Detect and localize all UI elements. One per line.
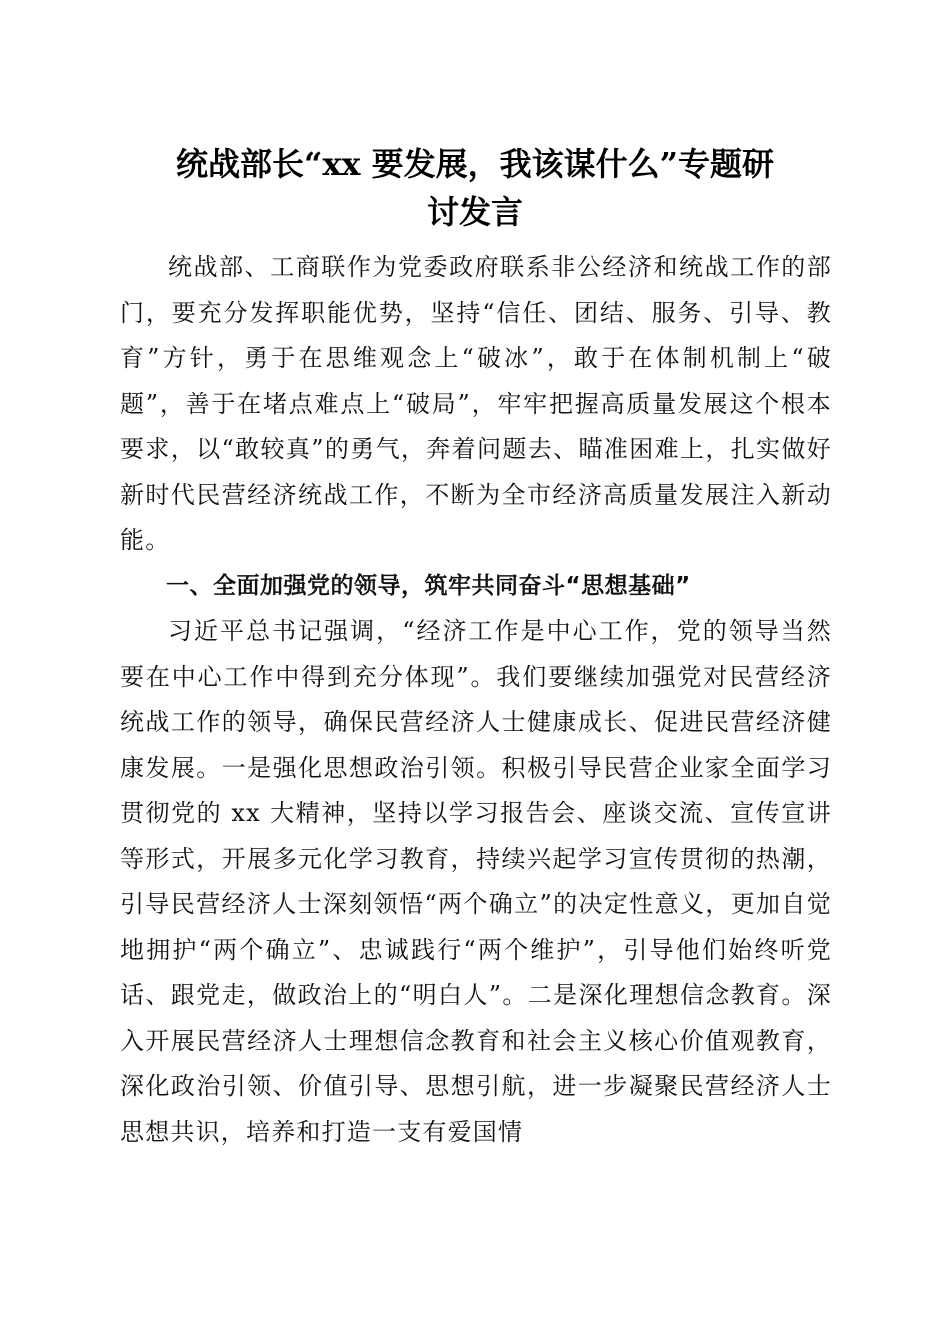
section-1-paragraph: 习近平总书记强调，“经济工作是中心工作，党的领导当然要在中心工作中得到充分体现”。我们要继续加强党对民营经济统战工作的领导，确保民营经济人士健康成长、促进民营经济健康发展。一是强化思想政治引领。积极引导民营企业家全面学习贯彻党的 xx 大精神，坚持以学习报告会、座谈交流、宣传宣讲等形式，开展多元化学习教育，持续兴起学习宣传贯彻的热潮，引导民营经济人士深刻领悟“两个确立”的决定性意义，更加自觉地拥护“两个确立”、忠诚践行“两个维护”，引导他们始终听党话、跟党走，做政治上的“明白人”。二是深化理想信念教育。深入开展民营经济人士理想信念教育和社会主义核心价值观教育，深化政治引领、价值引导、思想引航，进一步凝聚民营经济人士思想共识，培养和打造一支有爱国情 (120, 617, 832, 1146)
document-body (120, 245, 832, 1155)
intro-paragraph: 统战部、工商联作为党委政府联系非公经济和统战工作的部门，要充分发挥职能优势，坚持“信任、团结、服务、引导、教育”方针，勇于在思维观念上“破冰”，敢于在体制机制上“破题”，善于在堵点难点上“破局”，牢牢把握高质量发展这个根本要求，以“敢较真”的勇气，奔着问题去、瞄准困难上，扎实做好新时代民营经济统战工作，不断为全市经济高质量发展注入新动能。 (120, 253, 832, 554)
document-title (110, 140, 840, 236)
document-title-line-2: 讨发言 (426, 193, 523, 231)
section-heading-1: 一、全面加强党的领导，筑牢共同奋斗“思想基础” (166, 572, 691, 599)
document-title-line-1: 统战部长“xx 要发展，我该谋什么”专题研 (175, 145, 775, 183)
